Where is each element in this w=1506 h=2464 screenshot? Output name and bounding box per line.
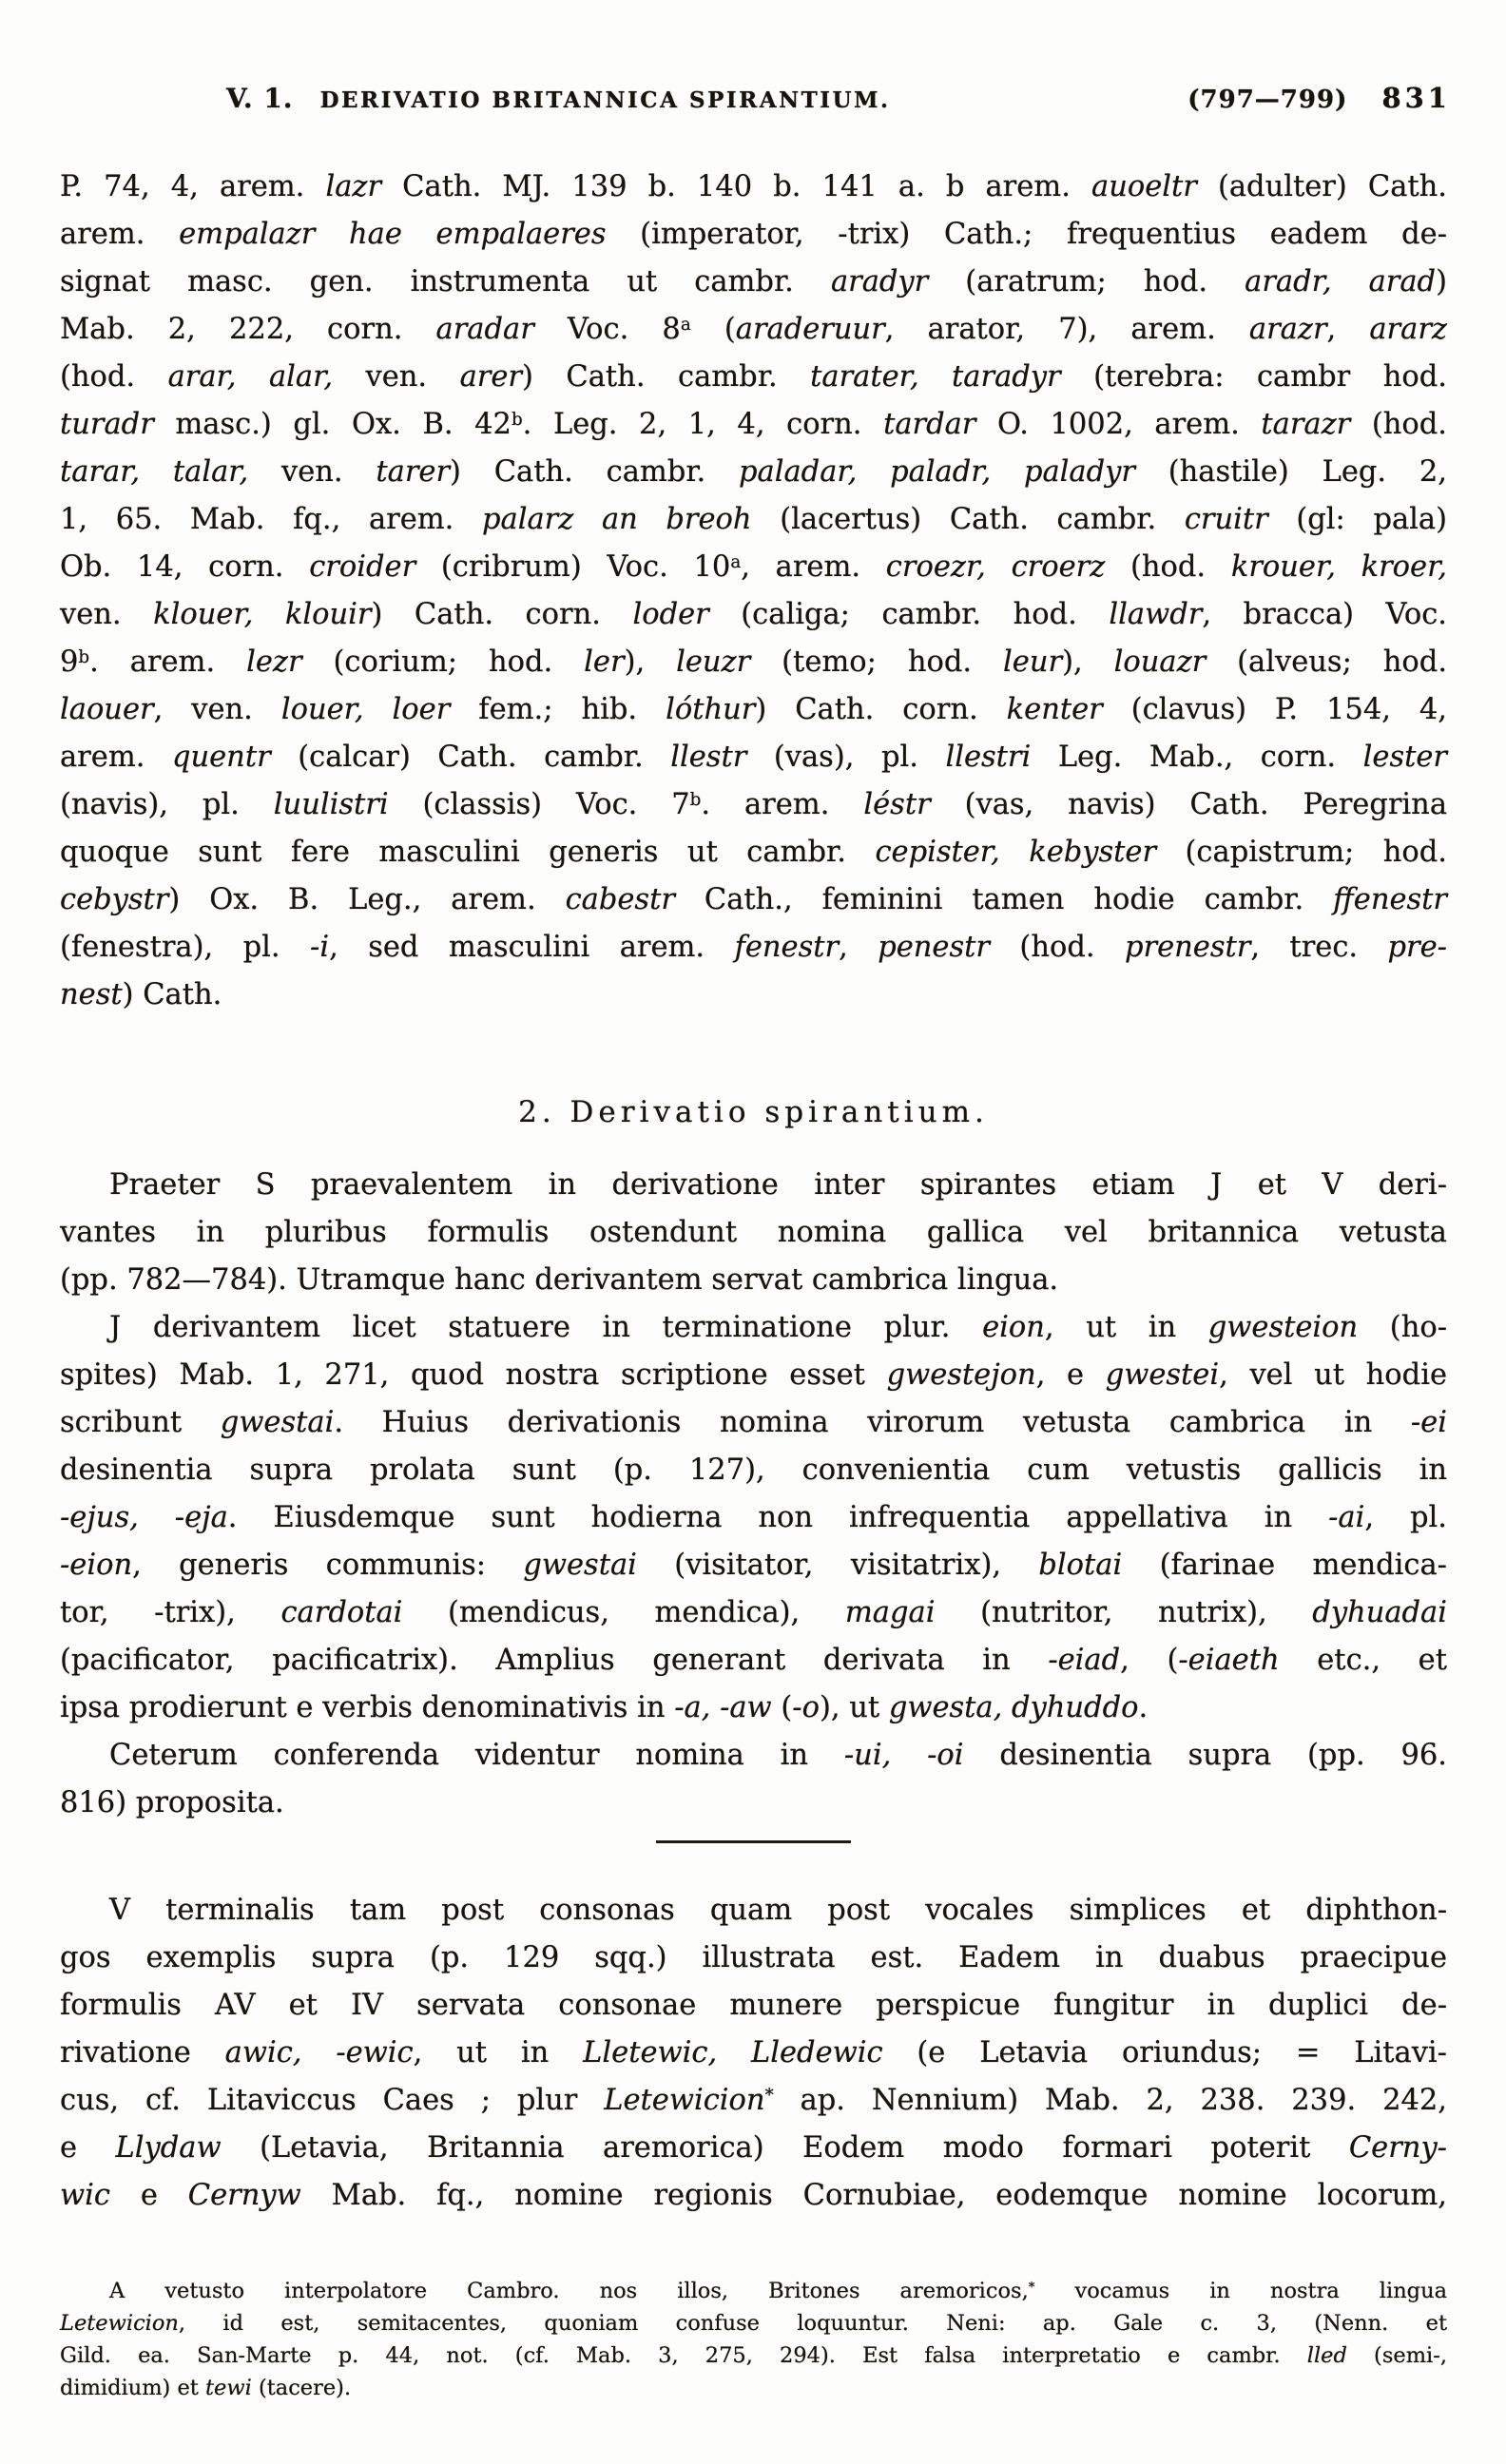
text-segment: Lletewic, Lledewic <box>583 2036 883 2069</box>
text-segment: cebystr <box>60 883 169 916</box>
text-segment: -ei <box>1410 1406 1447 1439</box>
text-line <box>60 1887 1447 1935</box>
text-segment: formulis AV et IV servata consonae munere perspicue fungitur in duplici de- <box>60 1989 1447 2022</box>
text-segment: A vetusto interpolatore Cambro. nos illos, Britones aremoricos, <box>109 2279 1029 2303</box>
text-segment: , ut in <box>413 2036 584 2069</box>
text-segment: magai <box>844 1596 936 1629</box>
text-segment: V terminalis tam post consonas quam post vocales simplices et diphthon- <box>109 1894 1447 1927</box>
text-line <box>60 2275 1447 2307</box>
text-segment: spites) Mab. 1, 271, quod nostra scriptione esset <box>60 1358 887 1392</box>
text-segment: cardotai <box>280 1596 403 1629</box>
text-segment: Ceterum conferenda videntur nomina in <box>109 1739 844 1772</box>
text-segment: masc.) gl. Ox. B. 42 <box>153 408 512 441</box>
text-segment: louazr <box>1113 645 1207 679</box>
text-segment: (temo; hod. <box>750 645 1004 679</box>
text-segment: croider <box>309 550 416 584</box>
superscript: a <box>680 314 691 335</box>
text-segment: ler <box>584 645 625 679</box>
text-segment: . arem. <box>89 645 247 679</box>
paragraph <box>60 1162 1447 1304</box>
text-segment: (alveus; hod. <box>1206 645 1448 679</box>
text-segment: krouer, kroer, <box>1230 550 1447 584</box>
text-line <box>60 972 1447 1019</box>
text-segment: -ejus, -eja <box>60 1501 228 1534</box>
text-segment: . Eiusdemque sunt hodierna non infrequentia appellativa in <box>227 1501 1329 1534</box>
text-segment: dyhuadai <box>1312 1596 1447 1629</box>
text-segment: (nutritor, nutrix), <box>935 1596 1313 1629</box>
footnote <box>60 2275 1447 2404</box>
paragraph <box>60 1304 1447 1732</box>
text-segment: (hod. <box>60 360 168 394</box>
text-segment: (hod. <box>1105 550 1231 584</box>
text-segment: desinentia supra prolata sunt (p. 127), convenientia cum vetustis gallicis in <box>60 1453 1447 1487</box>
text-segment: (lacertus) Cath. cambr. <box>751 503 1185 536</box>
text-segment: O. 1002, arem. <box>975 408 1262 441</box>
text-line <box>60 639 1447 686</box>
text-segment: ) Cath. <box>122 978 222 1011</box>
text-line <box>60 1304 1447 1352</box>
text-segment: (pp. 782—784). Utramque hanc derivantem servat cambrica lingua. <box>60 1263 1059 1297</box>
text-segment: ) Ox. B. Leg., arem. <box>168 883 566 916</box>
text-segment: ipsa prodierunt e verbis denominativis in <box>60 1691 675 1724</box>
text-segment: Cernyw <box>187 2179 301 2212</box>
section-divider <box>656 1840 851 1843</box>
text-segment: -eiad <box>1048 1644 1121 1677</box>
text-segment: kenter <box>1006 693 1103 726</box>
text-line <box>60 1162 1447 1209</box>
superscript: b <box>511 409 523 430</box>
text-segment: (classis) Voc. 7 <box>388 788 690 821</box>
text-line <box>60 1447 1447 1494</box>
text-segment: ven. <box>60 598 154 631</box>
text-line <box>60 1982 1447 2030</box>
text-segment: , <box>839 931 878 964</box>
text-line <box>60 1589 1447 1637</box>
text-segment: 9 <box>60 645 79 679</box>
text-segment: fem.; hib. <box>450 693 666 726</box>
text-segment: cepister, kebyster <box>875 836 1157 869</box>
text-line <box>60 1637 1447 1684</box>
text-segment: . Huius derivationis nomina virorum vetusta cambrica in <box>334 1406 1411 1439</box>
text-segment: signat masc. gen. instrumenta ut cambr. <box>60 265 831 298</box>
text-segment: , pl. <box>1364 1501 1447 1534</box>
text-segment: , <box>1326 313 1370 346</box>
text-line <box>60 2030 1447 2077</box>
text-segment: ), <box>1062 645 1114 679</box>
text-segment: (tacere). <box>251 2376 352 2400</box>
text-line <box>60 354 1447 401</box>
text-segment: (capistrum; hod. <box>1156 836 1447 869</box>
page-number: 831 <box>1381 82 1451 114</box>
text-segment: blotai <box>1038 1549 1123 1582</box>
text-segment: ffenestr <box>1333 883 1447 916</box>
text-segment: gwesta, dyhuddo <box>888 1691 1139 1724</box>
superscript: b <box>689 789 702 810</box>
column-range: (797—799) <box>1187 86 1348 114</box>
text-segment: (calcar) Cath. cambr. <box>270 741 671 774</box>
text-segment: , ven. <box>153 693 281 726</box>
text-segment: lester <box>1362 741 1447 774</box>
text-segment: léstr <box>863 788 931 821</box>
text-segment: arazr <box>1248 313 1327 346</box>
text-segment: scribunt <box>60 1406 221 1439</box>
text-segment: ) Cath. cambr. <box>522 360 811 394</box>
text-segment: , bracca) Voc. <box>1202 598 1447 631</box>
text-segment: tarar, talar, <box>60 455 249 489</box>
text-segment: lazr <box>325 170 382 203</box>
text-segment: (visitator, visitatrix), <box>636 1549 1039 1582</box>
text-segment: -a, -aw <box>674 1691 772 1724</box>
text-segment: dimidium) et <box>60 2376 205 2400</box>
text-segment: , sed masculini arem. <box>329 931 735 964</box>
text-segment: tardar <box>883 408 976 441</box>
text-segment: (gl: pala) <box>1267 503 1447 536</box>
text-line <box>60 1399 1447 1447</box>
text-line <box>60 1542 1447 1589</box>
text-segment: ( <box>771 1691 793 1724</box>
text-segment: ) Cath. cambr. <box>450 455 740 489</box>
text-segment: arem. <box>60 218 180 251</box>
text-segment: gwesteion <box>1207 1311 1359 1344</box>
page-title: DERIVATIO BRITANNICA SPIRANTIUM. <box>319 87 891 113</box>
text-segment: penestr <box>878 931 990 964</box>
text-segment: quentr <box>171 741 271 774</box>
text-line <box>60 306 1447 354</box>
text-segment: palarz an breoh <box>482 503 752 536</box>
text-segment: laouer <box>60 693 154 726</box>
text-segment: etc., et <box>1279 1644 1447 1677</box>
superscript: b <box>78 646 90 667</box>
text-segment: Letewicion <box>60 2311 179 2336</box>
text-segment: quoque sunt fere masculini generis ut cambr. <box>60 836 876 869</box>
superscript: * <box>1028 2280 1035 2296</box>
superscript: * <box>764 2085 774 2106</box>
text-segment: araderuur <box>735 313 885 346</box>
text-segment: (hod. <box>989 931 1125 964</box>
text-line <box>60 449 1447 496</box>
text-segment: arem. <box>60 741 172 774</box>
text-segment: loder <box>632 598 709 631</box>
paragraph <box>60 164 1447 1019</box>
text-segment: Praeter S praevalentem in derivatione inter spirantes etiam J et V deri- <box>109 1168 1447 1202</box>
text-segment: (caliga; cambr. hod. <box>708 598 1110 631</box>
text-segment: gwestei <box>1105 1358 1220 1392</box>
text-segment: ven. <box>248 455 376 489</box>
text-segment: -ai <box>1328 1501 1365 1534</box>
text-segment: llestri <box>945 741 1032 774</box>
text-segment: (vas, navis) Cath. Peregrina <box>930 788 1448 821</box>
text-line <box>60 1257 1447 1304</box>
text-segment: Mab. 2, 222, corn. <box>60 313 436 346</box>
text-line <box>60 591 1447 639</box>
text-segment: tewi <box>205 2376 252 2400</box>
text-segment: aradr, arad <box>1245 265 1437 298</box>
text-segment: luulistri <box>273 788 389 821</box>
text-segment: , arator, 7), arem. <box>884 313 1249 346</box>
text-segment: , vel ut hodie <box>1219 1358 1447 1392</box>
text-segment: (navis), pl. <box>60 788 274 821</box>
text-segment: croezr, croerz <box>885 550 1106 584</box>
text-segment: 816) proposita. <box>60 1786 284 1819</box>
text-line <box>60 734 1447 781</box>
text-segment: , generis communis: <box>132 1549 524 1582</box>
text-segment: ), <box>624 645 677 679</box>
text-segment: . <box>1138 1691 1149 1724</box>
text-line <box>60 2172 1447 2220</box>
text-segment: vantes in pluribus formulis ostendunt nomina gallica vel britannica vetusta <box>60 1216 1447 1249</box>
text-segment: (ho- <box>1358 1311 1448 1344</box>
text-segment: ) Cath. corn. <box>371 598 633 631</box>
text-segment: tor, -trix), <box>60 1596 281 1629</box>
text-segment: (corium; hod. <box>301 645 585 679</box>
text-segment: leuzr <box>676 645 751 679</box>
text-segment: (semi-, <box>1346 2343 1447 2368</box>
text-segment: klouer, klouir <box>153 598 372 631</box>
text-segment: , e <box>1035 1358 1106 1392</box>
text-segment: (farinae mendica- <box>1122 1549 1447 1582</box>
text-line <box>60 259 1447 306</box>
text-segment: tarazr <box>1261 408 1351 441</box>
text-segment: vocamus in nostra lingua <box>1034 2279 1447 2303</box>
text-line <box>60 829 1447 876</box>
text-segment: (clavus) P. 154, 4, <box>1102 693 1448 726</box>
text-segment: (mendicus, mendica), <box>402 1596 845 1629</box>
text-segment: (Letavia, Britannia aremorica) Eodem modo formari poterit <box>221 2131 1349 2165</box>
text-line <box>60 211 1447 259</box>
text-segment: (vas), pl. <box>746 741 946 774</box>
text-line <box>60 1684 1447 1732</box>
text-segment: (cribrum) Voc. 10 <box>415 550 731 584</box>
text-segment: llestr <box>670 741 747 774</box>
text-segment: fenestr <box>734 931 840 964</box>
text-segment: empalazr hae empalaeres <box>179 218 607 251</box>
text-segment: ), ut <box>819 1691 889 1724</box>
text-line <box>60 2307 1447 2339</box>
text-segment: tarater, taradyr <box>810 360 1061 394</box>
text-line <box>60 781 1447 829</box>
text-segment: e <box>60 2131 116 2165</box>
text-segment: awic, -ewic <box>224 2036 414 2069</box>
text-body <box>60 164 1447 2404</box>
text-segment: Ob. 14, corn. <box>60 550 310 584</box>
text-line <box>60 401 1447 449</box>
text-segment: llawdr <box>1109 598 1203 631</box>
text-segment: (e Letavia oriundus; = Litavi- <box>882 2036 1447 2069</box>
text-segment: auoeltr <box>1091 170 1197 203</box>
text-line <box>60 686 1447 734</box>
text-segment: arar, alar, <box>167 360 334 394</box>
text-segment: lled <box>1306 2343 1347 2368</box>
text-segment: Cath., feminini tamen hodie cambr. <box>674 883 1334 916</box>
text-segment: arer <box>459 360 523 394</box>
folio <box>1187 82 1451 114</box>
text-segment: Letewicion <box>604 2084 765 2117</box>
text-line <box>60 496 1447 544</box>
text-line <box>60 924 1447 972</box>
text-line <box>60 1209 1447 1257</box>
text-segment: J derivantem licet statuere in terminatione plur. <box>109 1311 983 1344</box>
text-segment: Llydaw <box>115 2131 222 2165</box>
text-segment: paladar, paladr, paladyr <box>739 455 1135 489</box>
text-segment: 1, 65. Mab. fq., arem. <box>60 503 483 536</box>
text-segment: gos exemplis supra (p. 129 sqq.) illustrata est. Eadem in duabus praecipue <box>60 1941 1447 1974</box>
text-segment: turadr <box>60 408 154 441</box>
text-segment: (imperator, -trix) Cath.; frequentius eadem de- <box>606 218 1448 251</box>
running-head <box>59 82 1451 114</box>
text-line <box>60 164 1447 211</box>
text-segment: gwestejon <box>886 1358 1036 1392</box>
text-line <box>60 2125 1447 2172</box>
text-segment: Mab. fq., nomine regionis Cornubiae, eodemque nomine locorum, <box>300 2179 1447 2212</box>
text-segment: Leg. Mab., corn. <box>1031 741 1363 774</box>
text-segment: (fenestra), pl. <box>60 931 311 964</box>
text-segment: (aratrum; hod. <box>928 265 1245 298</box>
text-segment: aradar <box>435 313 534 346</box>
text-segment: , id est, semitacentes, quoniam confuse loquuntur. Neni: ap. Gale c. 3, (Nenn. et <box>178 2311 1447 2336</box>
text-segment: -ui, -oi <box>843 1739 964 1772</box>
text-segment: louer, loer <box>280 693 451 726</box>
text-segment: (adulter) Cath. <box>1196 170 1447 203</box>
text-segment: (hod. <box>1350 408 1447 441</box>
paragraph <box>60 1887 1447 2220</box>
text-line <box>60 2077 1447 2125</box>
text-segment: cruitr <box>1184 503 1268 536</box>
text-segment: prenestr <box>1124 931 1251 964</box>
text-segment: (pacificator, pacificatrix). Amplius generant derivata in <box>60 1644 1049 1677</box>
text-segment: eion <box>982 1311 1045 1344</box>
text-segment: Cath. MJ. 139 b. 140 b. 141 a. b arem. <box>381 170 1092 203</box>
text-segment: Voc. 8 <box>533 313 681 346</box>
text-segment: nest <box>60 978 123 1011</box>
text-line <box>60 1352 1447 1399</box>
section-number: V. 1. <box>226 83 294 114</box>
text-segment: . Leg. 2, 1, 4, corn. <box>522 408 884 441</box>
text-segment: ap. Nennium) Mab. 2, 238. 239. 242, <box>773 2084 1447 2117</box>
text-line <box>60 876 1447 924</box>
text-segment: cabestr <box>565 883 675 916</box>
text-line <box>60 1935 1447 1982</box>
text-segment: cus, cf. Litaviccus Caes ; plur <box>60 2084 605 2117</box>
text-segment: Cerny- <box>1348 2131 1447 2165</box>
text-line <box>60 544 1447 591</box>
text-segment: aradyr <box>830 265 929 298</box>
text-segment: lezr <box>246 645 302 679</box>
text-segment: Gild. ea. San-Marte p. 44, not. (cf. Mab. 3, 275, 294). Est falsa interpretatio e cambr. <box>60 2343 1307 2368</box>
text-segment: , arem. <box>741 550 886 584</box>
text-segment: -i <box>310 931 330 964</box>
text-segment: gwestai <box>220 1406 335 1439</box>
text-segment: ) <box>1436 265 1447 298</box>
text-line <box>60 2339 1447 2372</box>
text-line <box>60 1494 1447 1542</box>
text-segment: -eiaeth <box>1178 1644 1280 1677</box>
text-segment: wic <box>60 2179 110 2212</box>
text-segment: , ut in <box>1044 1311 1208 1344</box>
text-segment: pre- <box>1387 931 1447 964</box>
text-segment: , ( <box>1120 1644 1179 1677</box>
text-segment: ararz <box>1369 313 1447 346</box>
text-segment: P. 74, 4, arem. <box>60 170 326 203</box>
text-segment: -o <box>792 1691 820 1724</box>
text-segment: ) Cath. corn. <box>755 693 1007 726</box>
section-heading: 2. Derivatio spirantium. <box>518 1095 989 1129</box>
text-segment: leur <box>1003 645 1063 679</box>
text-line <box>60 2372 1447 2404</box>
paragraph <box>60 1732 1447 1827</box>
superscript: a <box>730 551 742 572</box>
text-segment: lóthur <box>666 693 756 726</box>
text-segment: ven. <box>333 360 460 394</box>
text-segment: tarer <box>376 455 451 489</box>
text-segment: gwestai <box>523 1549 637 1582</box>
text-line <box>60 1780 1447 1827</box>
text-line <box>60 1732 1447 1780</box>
text-segment: e <box>109 2179 188 2212</box>
text-segment: (hastile) Leg. 2, <box>1134 455 1447 489</box>
text-segment: rivatione <box>60 2036 225 2069</box>
text-segment: desinentia supra (pp. 96. <box>963 1739 1447 1772</box>
text-segment: -eion <box>60 1549 133 1582</box>
text-segment: ( <box>690 313 736 346</box>
text-segment: , trec. <box>1250 931 1388 964</box>
text-segment: . arem. <box>701 788 864 821</box>
text-segment: (terebra: cambr hod. <box>1060 360 1447 394</box>
